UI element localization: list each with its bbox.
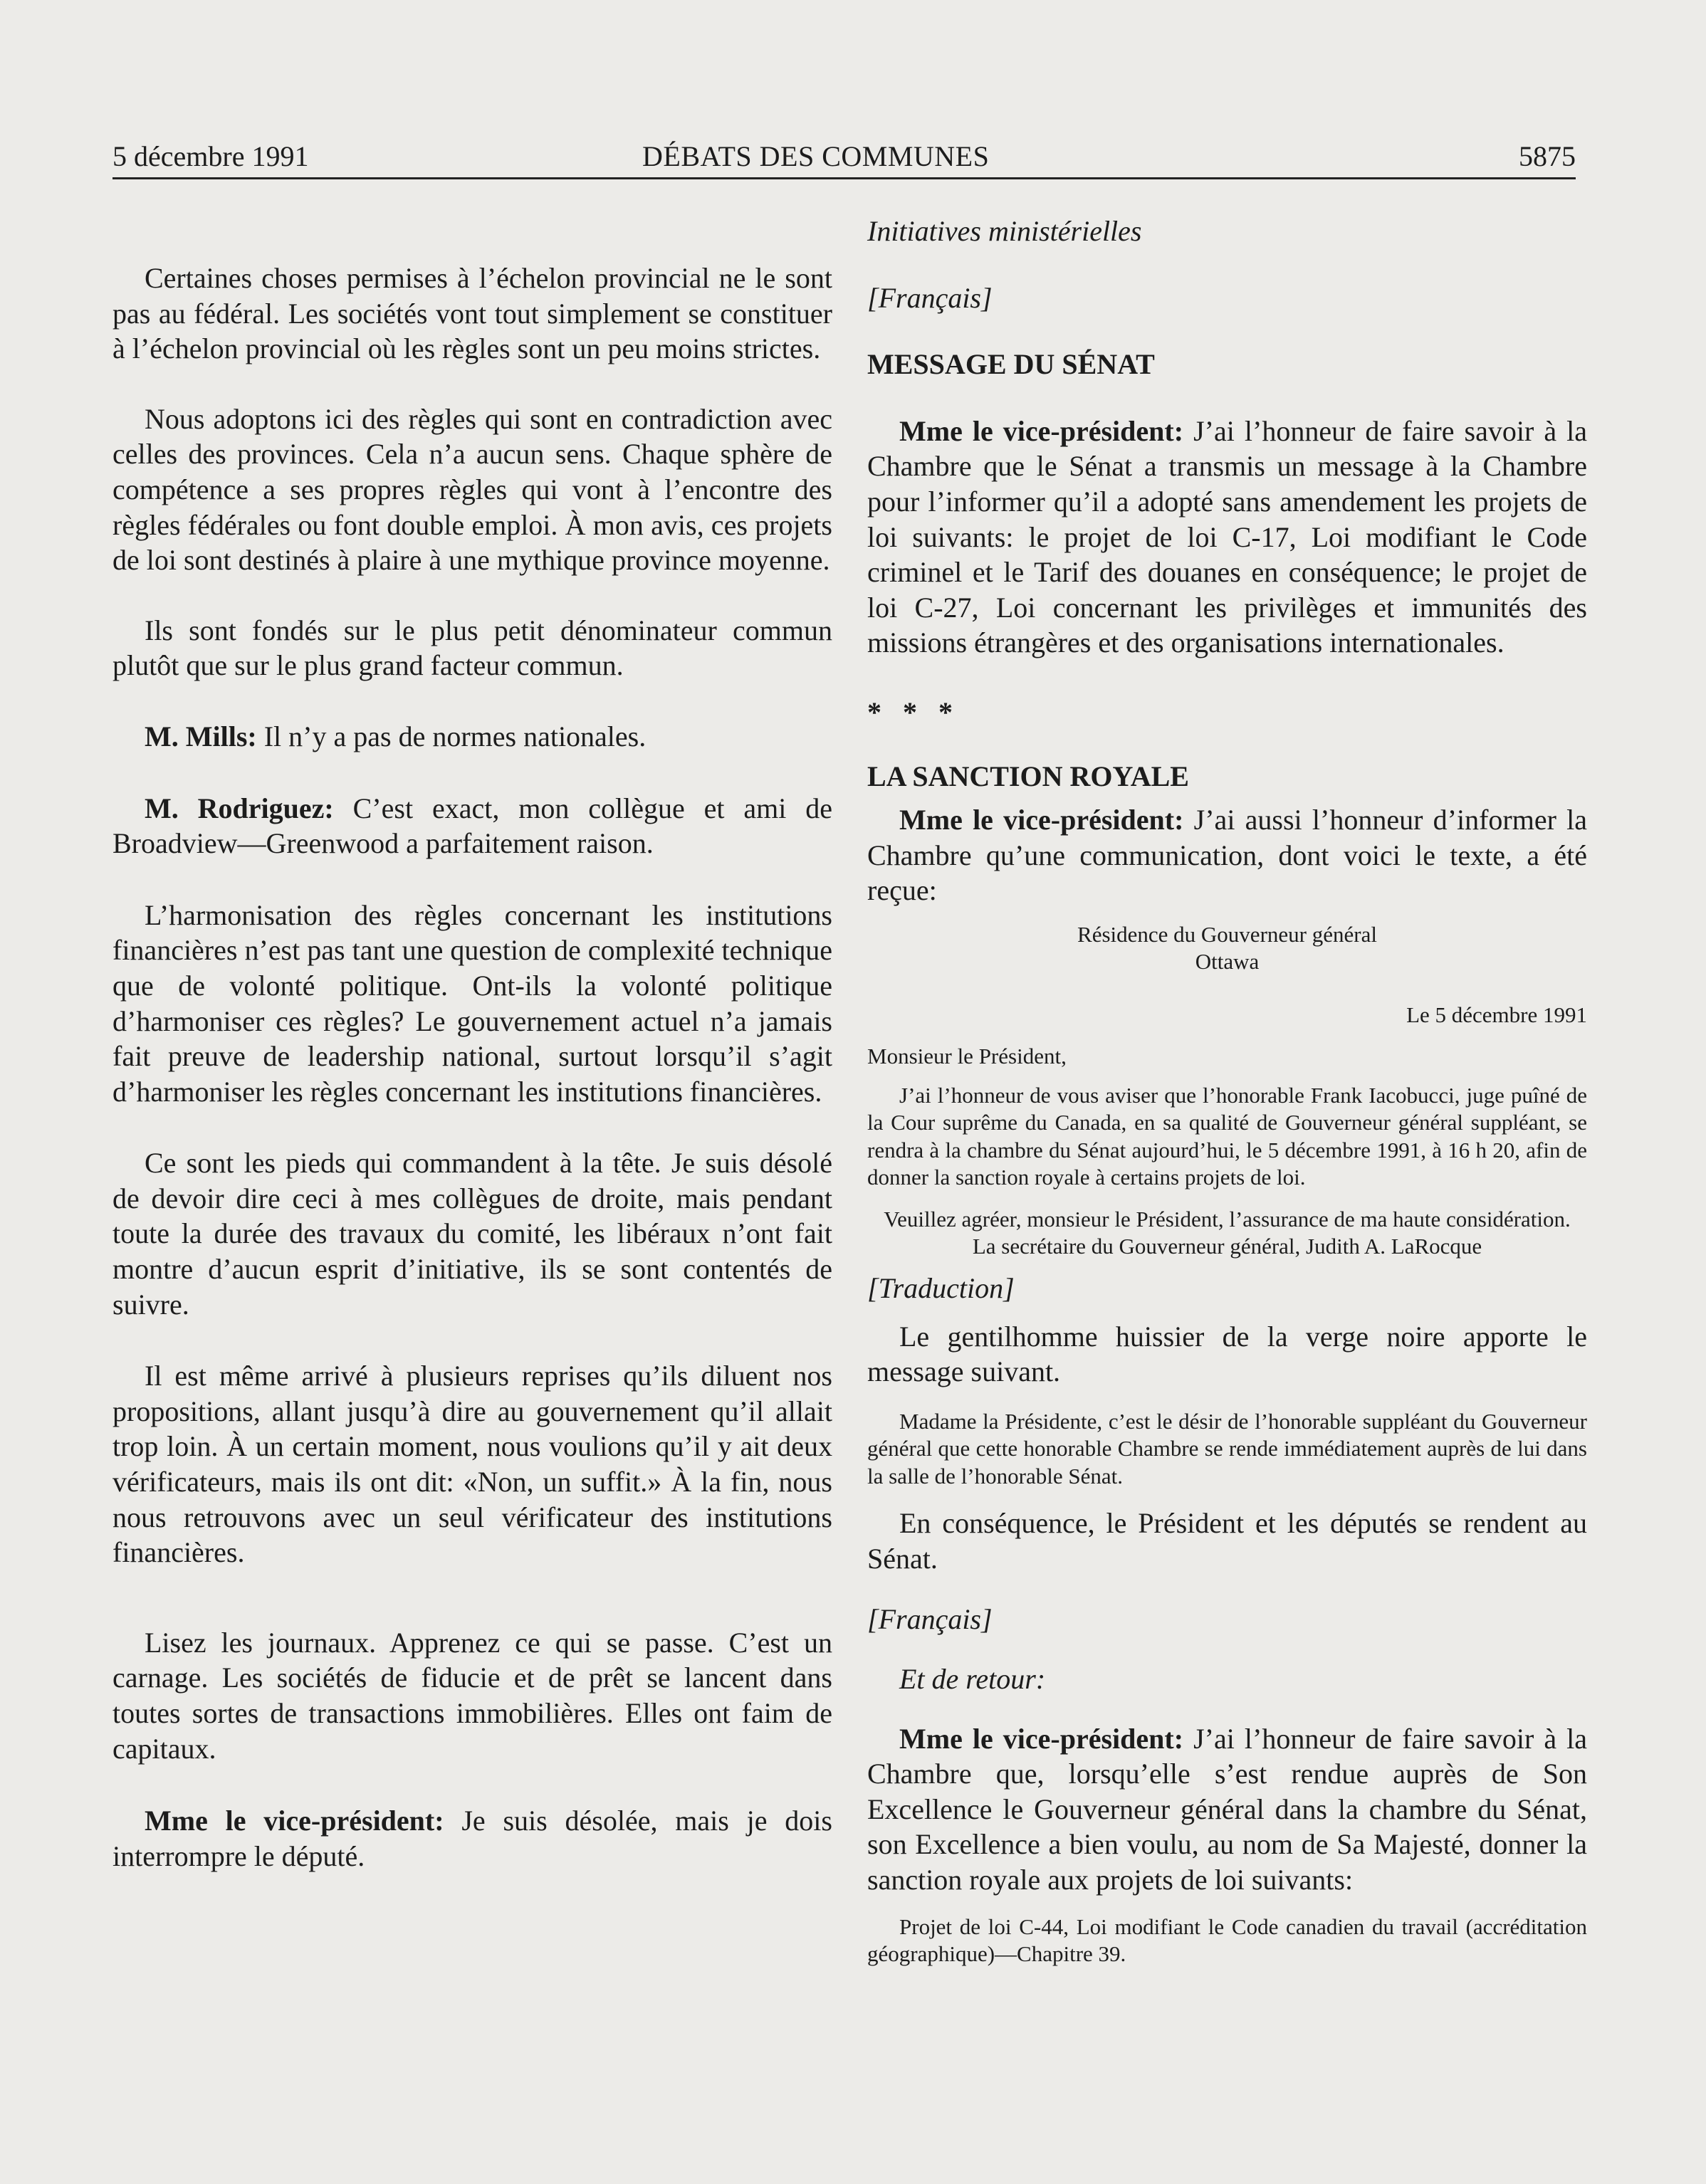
letter-signature: La secrétaire du Gouverneur général, Judith A. LaRocque xyxy=(972,1234,1482,1259)
header-rule xyxy=(112,177,1576,179)
paragraph: Le gentilhomme huissier de la verge noire apporte le message suivant. xyxy=(867,1320,1587,1388)
letter-salutation: Monsieur le Président, xyxy=(867,1044,1067,1069)
speaker-name: M. Rodriguez: xyxy=(145,792,334,824)
speaker-paragraph xyxy=(112,719,832,755)
speaker-name: Mme le vice-président: xyxy=(899,414,1184,447)
header-title: DÉBATS DES COMMUNES xyxy=(642,140,990,172)
letter-date: Le 5 décembre 1991 xyxy=(1406,1002,1587,1027)
paragraph: L’harmonisation des règles concernant les institutions financières n’est pas tant une question de complexité technique que de volonté politique. Ont-ils la volonté politique d’harmoniser ces règles? Le gouvernement actuel n’a jamais fait preuve de leadership national, surtout lorsqu’il s’agit d’harmoniser les règles concernant les institutions financières. xyxy=(112,898,832,1108)
speaker-paragraph xyxy=(867,802,1587,908)
speech-text: J’ai l’honneur de faire savoir à la Chambre que le Sénat a transmis un message à la Chambre pour l’informer qu’il a adopté sans amendement les projets de loi suivants: le projet de loi C-17, Loi modifiant le Code criminel et le Tarif des douanes en conséquence; le projet de loi C-27, Loi concernant les privilèges et immunités des missions étrangères et des organisations internationales. xyxy=(867,414,1587,659)
language-tag: [Français] xyxy=(867,281,993,314)
language-tag: [Traduction] xyxy=(867,1271,1015,1304)
right-column xyxy=(867,192,1587,1968)
paragraph: Nous adoptons ici des règles qui sont en contradiction avec celles des provinces. Cela n’a aucun sens. Chaque sphère de compétence a ses propres règles qui vont à l’encontre des règles fédérales ou font double emploi. À mon avis, ces projets de loi sont destinés à plaire à une mythique province moyenne. xyxy=(112,402,832,577)
speaker-name: M. Mills: xyxy=(145,720,257,752)
quoted-message xyxy=(867,1408,1587,1491)
speech-text: J’ai aussi l’honneur d’informer la Chambre qu’une communication, dont voici le texte, a été reçue: xyxy=(867,804,1587,907)
letter-address: Résidence du Gouverneur général xyxy=(1077,921,1377,947)
letter-address: Ottawa xyxy=(1195,949,1260,975)
speech-text: C’est exact, mon collègue et ami de Broadview—Greenwood a parfaitement raison. xyxy=(112,792,833,860)
language-tag: [Français] xyxy=(867,1603,993,1636)
speaker-paragraph xyxy=(867,414,1587,661)
letter-body: J’ai l’honneur de vous aviser que l’honorable Frank Iacobucci, juge puîné de la Cour suprême du Canada, en sa qualité de Gouverneur général suppléant, se rendra à la chambre du Sénat aujourd’hui, le 5 décembre 1991, à 16 h 20, afin de donner la sanction royale à certains projets de loi. xyxy=(867,1082,1587,1190)
heading-sanction-royale: LA SANCTION ROYALE xyxy=(867,760,1189,792)
paragraph: En conséquence, le Président et les députés se rendent au Sénat. xyxy=(867,1507,1587,1575)
bill-list xyxy=(867,1913,1587,1968)
speaker-name: Mme le vice-président: xyxy=(899,1722,1184,1755)
speaker-name: Mme le vice-président: xyxy=(145,1805,444,1837)
speaker-paragraph xyxy=(112,1803,832,1874)
paragraph: Certaines choses permises à l’échelon provincial ne le sont pas au fédéral. Les sociétés vont tout simplement se constituer à l’échelon provincial où les règles sont un peu moins strictes. xyxy=(112,262,832,365)
header-date: 5 décembre 1991 xyxy=(112,140,309,172)
paragraph: Il est même arrivé à plusieurs reprises qu’ils diluent nos propositions, allant jusqu’à dire au gouvernement qu’il allait trop loin. À un certain moment, nous voulions qu’il y ait deux vérificateurs, mais ils ont dit: «Non, un suffit.» À la fin, nous nous retrouvons avec un seul vérificateur des institutions financières. xyxy=(112,1360,832,1569)
speech-text: Je suis désolée, mais je dois interrompre le député. xyxy=(112,1805,832,1872)
quote-text: Madame la Présidente, c’est le désir de l’honorable suppléant du Gouverneur général que cette honorable Chambre se rende immédiatement auprès de lui dans la salle de l’honorable Sénat. xyxy=(867,1408,1587,1489)
speaker-paragraph xyxy=(867,1721,1587,1898)
speech-text: J’ai l’honneur de faire savoir à la Chambre que, lorsqu’elle s’est rendue auprès de Son Excellence le Gouverneur général dans la chambre du Sénat, son Excellence a bien voulu, au nom de Sa Majesté, donner la sanction royale aux projets de loi suivants: xyxy=(867,1722,1587,1896)
paragraph: Lisez les journaux. Apprenez ce qui se passe. C’est un carnage. Les sociétés de fiducie et de prêt se lancent dans toutes sortes de transactions immobilières. Elles ont faim de capitaux. xyxy=(112,1626,832,1765)
paragraph: Ce sont les pieds qui commandent à la tête. Je suis désolé de devoir dire ceci à mes collègues de droite, mais pendant toute la durée des travaux du comité, les libéraux n’ont fait montre d’aucun esprit d’initiative, ils se sont contentés de suivre. xyxy=(112,1147,832,1321)
et-de-retour: Et de retour: xyxy=(899,1662,1046,1695)
letter-closing: Veuillez agréer, monsieur le Président, l’assurance de ma haute considération. xyxy=(884,1206,1571,1232)
left-column xyxy=(112,192,832,1874)
section-separator: * * * xyxy=(867,695,960,728)
heading-message-senat: MESSAGE DU SÉNAT xyxy=(867,348,1155,381)
letter xyxy=(867,921,1587,1261)
section-label: Initiatives ministérielles xyxy=(867,215,1142,247)
speech-text: Il n’y a pas de normes nationales. xyxy=(256,720,647,752)
speaker-paragraph xyxy=(112,791,832,861)
bill-item: Projet de loi C-44, Loi modifiant le Code canadien du travail (accréditation géographique)—Chapitre 39. xyxy=(867,1913,1587,1967)
paragraph: Ils sont fondés sur le plus petit dénominateur commun plutôt que sur le plus grand facteur commun. xyxy=(112,614,832,682)
speaker-name: Mme le vice-président: xyxy=(899,804,1184,836)
page-number: 5875 xyxy=(1519,140,1576,172)
